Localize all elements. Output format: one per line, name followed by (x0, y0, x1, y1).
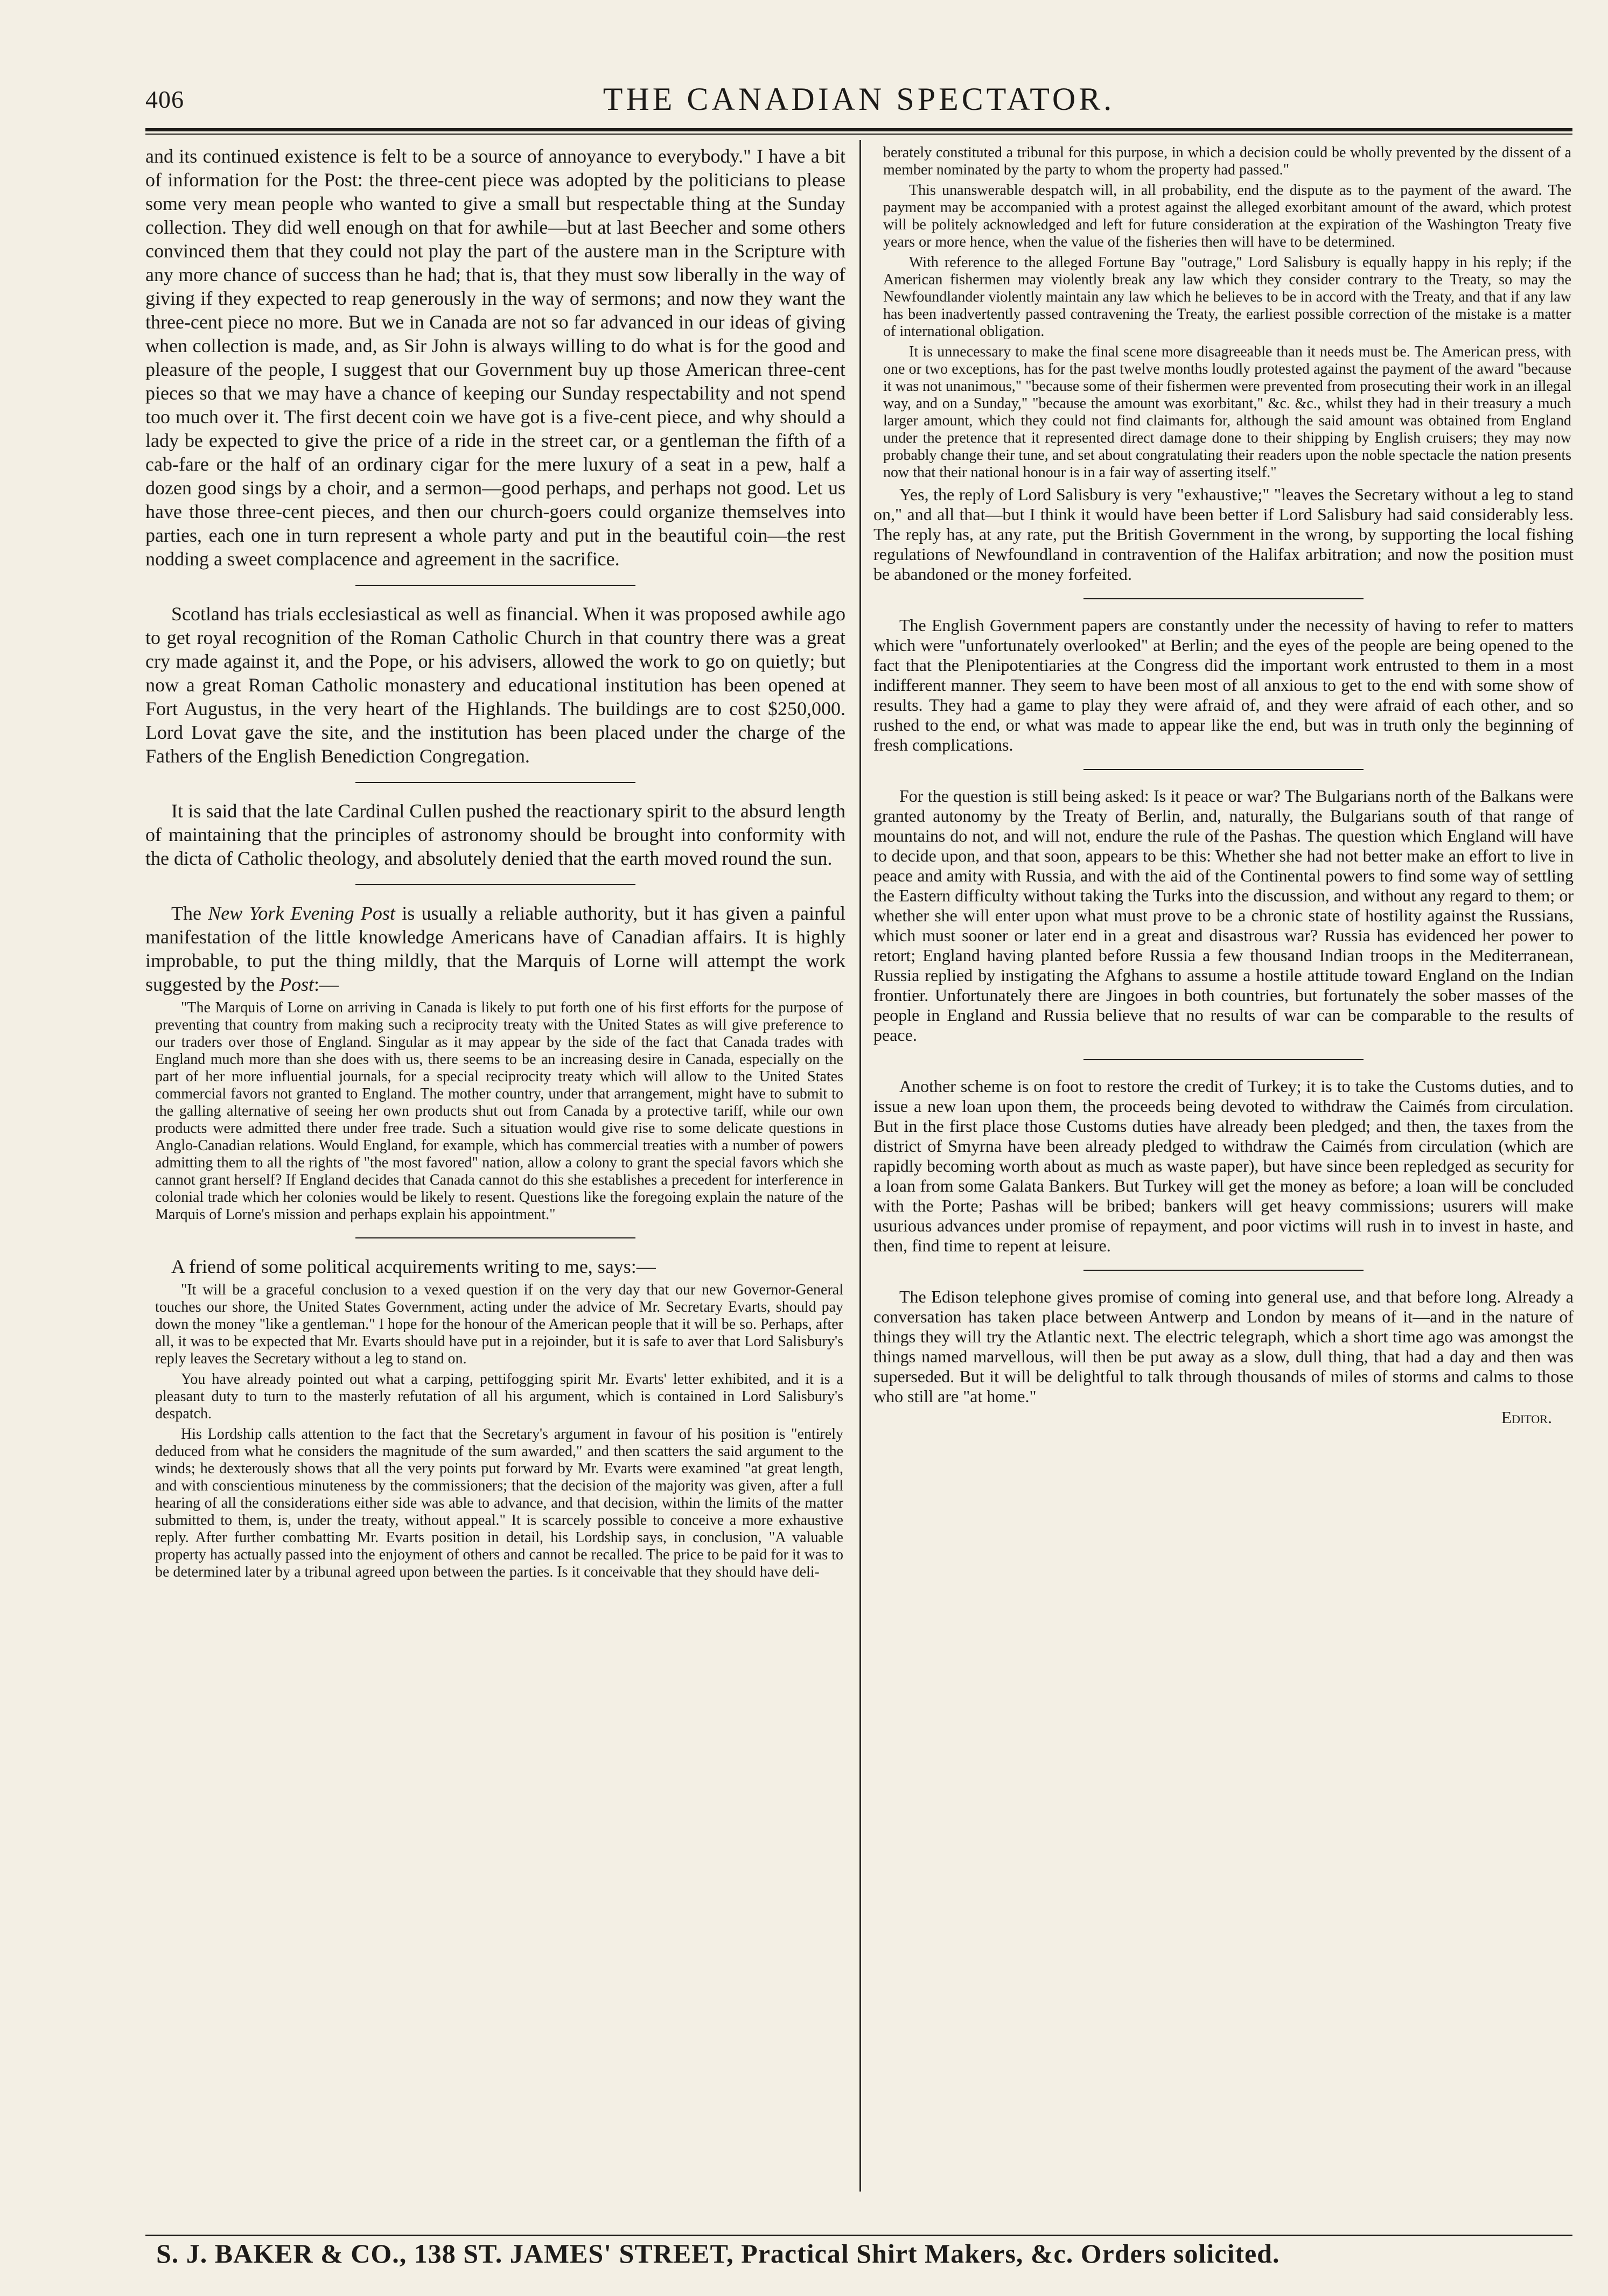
publication-title: THE CANADIAN SPECTATOR. (603, 81, 1115, 117)
article-separator (355, 782, 635, 783)
right-column (873, 144, 1574, 2185)
article-peace-or-war: For the question is still being asked: Is it peace or war? The Bulgarians north of the Balkans were granted autonomy by the Treaty of Berlin, and, naturally, the Bulgarians south of that range of mountains do not, and will not, endure the rule of the Pashas. The question which England will have to decide upon, and that soon, appears to be this: Whether she had not better make an effort to live in peace and amity with Russia, and with the aid of the Continental powers to find some way of settling the Eastern difficulty without taking the Turks into the discussion, and without any regard to them; or whether she will enter upon what must prove to be a chronic state of hostility against the Russians, which must sooner or later end in a great and disastrous war? Russia has evidenced her power to retort; England having planted before Russia a few thousand Indian troops in the Mediterranean, Russia replied by instigating the Afghans to assume a hostile attitude toward England on the Indian frontier. Unfortunately there are Jingoes in both countries, but fortunately the sober masses of the people in England and Russia believe that no results of war can be comparable to the results of peace. (873, 786, 1574, 1045)
article-cardinal-cullen: It is said that the late Cardinal Cullen pushed the reactionary spirit to the absurd length of maintaining that the principles of astronomy should be brought into conformity with the dicta of Catholic theology, and absolutely denied that the earth moved round the sun. (145, 800, 845, 869)
article-evening-post-text: The (171, 902, 208, 924)
quotation-paragraph: With reference to the alleged Fortune Bay "outrage," Lord Salisbury is equally happy in his reply; if the American fishermen may violently break any law which they consider contrary to the Treaty, so may the Newfoundlander violently maintain any law which he believes to be in accord with the Treaty, and that if any law has been inadvertently passed contravening the Treaty, the earliest possible correction of the mistake is a matter of international obligation. (883, 254, 1571, 340)
article-evening-post-text: is usually a reliable authority, but it has given a painful manifestation of the little knowledge Americans have of Canadian affairs. It is highly improbable, to put the thing mildly, that the Marquis of Lorne will attempt the work suggested by the (145, 902, 845, 995)
quotation-paragraph: It is unnecessary to make the final scene more disagreeable than it needs must be. The American press, with one or two exceptions, has for the past twelve months loudly protested against the payment of the award "because it was not unanimous," "because some of their fishermen were prevented from prosecuting their work in an illegal way, and on a Sunday," "because the amount was exorbitant," &c. &c., whilst they had in their treasury a much larger amount, which they could not find claimants for, although the said amount was obtained from England under the pretence that it represented direct damage done to their shipping by English cruisers; they may now probably change their tune, and set about congratulating their readers upon the noble spectacle the nation presents now that their national honour is in a fair way of asserting itself." (883, 344, 1571, 481)
footer-rule (145, 2235, 1572, 2236)
footer-advertisement (145, 2235, 1572, 2272)
quotation-paragraph: This unanswerable despatch will, in all probability, end the dispute as to the payment of the award. The payment may be accompanied with a protest against the alleged exorbitant amount of the award, which protest will be politely acknowledged and left for future consideration at the expiration of the Washington Treaty five years or more hence, when the value of the fisheries then will have to be determined. (883, 182, 1571, 250)
article-separator (1083, 1059, 1364, 1060)
quotation-paragraph: "It will be a graceful conclusion to a vexed question if on the very day that our new Governor-General touches our shore, the United States Government, acting under the advice of Mr. Secretary Evarts, should pay down the money "like a gentleman." I hope for the honour of the American people that it will be so. Perhaps, after all, it was to be expected that Mr. Evarts should have put in a rejoinder, but it is safe to aver that Lord Salisbury's reply leaves the Secretary without a leg to stand on. (155, 1282, 843, 1367)
article-turkey-credit: Another scheme is on foot to restore the credit of Turkey; it is to take the Customs duties, and to issue a new loan upon them, the proceeds being devoted to withdraw the Caimés from circulation. But in the first place those Customs duties have already been pledged; and then, the taxes from the district of Smyrna have been already pledged to withdraw the Caimés from circulation (which are rapidly becoming worth about as much as waste paper), but have since been repledged as security for a loan from some Galata Bankers. But Turkey will get the money as before; a loan will be concluded with the Porte; Pashas will be bribed; bankers will get heavy commissions; usurers will make usurious advances under promise of repayment, and poor victims will rush in to invest in haste, and then, find time to repent at leisure. (873, 1076, 1574, 1255)
article-separator (355, 585, 635, 586)
article-separator (355, 1237, 635, 1238)
article-edison-telephone: The Edison telephone gives promise of coming into general use, and that before long. Already a conversation has taken place between Antwerp and London by means of it—and in the nature of things they will try the Atlantic next. The electric telegraph, which a short time ago was amongst the things named marvellous, will then be put away as a slow, dull thing, that had a day and then was superseded. But it will be delightful to talk through thousands of miles of storms and calms to those who still are "at home." (873, 1287, 1574, 1406)
page-number: 406 (145, 86, 184, 113)
article-salisbury-reply: Yes, the reply of Lord Salisbury is very "exhaustive;" "leaves the Secretary without a leg to stand on," and all that—but I think it would have been better if Lord Salisbury had said considerably less. The reply has, at any rate, put the British Government in the wrong, by supporting the local fishing regulations of Newfoundland in contravention of the Halifax arbitration; and now the position must be abandoned or the money forfeited. (873, 485, 1574, 584)
header-rule-thick (145, 128, 1572, 131)
advertisement-text: S. J. BAKER & CO., 138 ST. JAMES' STREET, Practical Shirt Makers, &c. Orders solicited. (156, 2238, 1280, 2269)
article-friend-intro: A friend of some political acquirements writing to me, says:— (171, 1256, 656, 1277)
article-evening-post (145, 901, 845, 996)
newspaper-page (145, 81, 1572, 2288)
editor-signature: Editor. (1501, 1408, 1552, 1427)
newspaper-name: New York Evening Post (208, 902, 395, 924)
article-separator (1083, 598, 1364, 599)
article-scotland: Scotland has trials ecclesiastical as well as financial. When it was proposed awhile ago to get royal recognition of the Roman Catholic Church in that country there was a great cry made against it, and the Pope, or his advisers, allowed the work to go on quietly; but now a great Roman Catholic monastery and educational institution has been opened at Fort Augustus, in the very heart of the Highlands. The buildings are to cost $250,000. Lord Lovat gave the site, and the institution has been placed under the charge of the Fathers of the English Benediction Congregation. (145, 603, 845, 767)
quotation-paragraph: His Lordship calls attention to the fact that the Secretary's argument in favour of his position is "entirely deduced from what he considers the magnitude of the sum awarded," and then scatters the said argument to the winds; he dexterously shows that all the very points put forward by Mr. Evarts were examined "at great length, and with conscientious minuteness by the commissioners; that the decision of the majority was given, after a full hearing of all the considerations either side was able to advance, and that decision, within the limits of the matter submitted to them, is, under the treaty, without appeal." It is scarcely possible to conceive a more exhaustive reply. After further combatting Mr. Evarts position in detail, his Lordship says, in conclusion, "A valuable property has actually passed into the enjoyment of others and cannot be recalled. The price to be paid for it was to be determined later by a tribunal agreed upon between the parties. Is it conceivable that they should have deli- (155, 1426, 843, 1580)
quotation-marquis-of-lorne: "The Marquis of Lorne on arriving in Canada is likely to put forth one of his first efforts for the purpose of preventing that country from making such a reciprocity treaty with the United States as will give preference to our traders over those of England. Singular as it may appear by the side of the fact that Canada trades with England much more than she does with us, there seems to be an increasing desire in Canada, especially on the part of her more influential journals, for a special reciprocity treaty which will allow to the United States commercial favors not granted to England. The mother country, under that arrangement, might have to submit to the galling alternative of seeing her own products shut out from Canada by a protective tariff, while our own products were admitted there under free trade. Such a situation would give rise to some delicate questions in Anglo-Canadian relations. Would England, for example, which has commercial treaties with a number of powers admitting them to all the rights of "the most favored" nation, allow a colony to grant the special favors which she cannot grant herself? If England decides that Canada cannot do this she establishes a precedent for interference in colonial trade which her colonies would be likely to resent. Questions like the foregoing explain the nature of the Marquis of Lorne's mission and perhaps explain his appointment." (155, 999, 843, 1223)
article-berlin-congress: The English Government papers are constantly under the necessity of having to refer to matters which were "unfortunately overlooked" at Berlin; and the eyes of the people are being opened to the fact that the Plenipotentiaries at the Congress did the important work entrusted to them in a most indifferent manner. They seem to have been most of all anxious to get to the end with some show of results. They had a game to play they were afraid of, and they were afraid of each other, and so rushed to the end, or what was made to appear like the end, but was in truth only the beginning of fresh complications. (873, 615, 1574, 754)
article-separator (1083, 769, 1364, 770)
article-separator (1083, 1270, 1364, 1271)
newspaper-short-name: Post (279, 974, 314, 995)
quotation-paragraph: berately constituted a tribunal for this purpose, in which a decision could be wholly prevented by the dissent of a member nominated by the party to whom the property had passed." (883, 144, 1571, 178)
article-evening-post-text: :— (313, 974, 339, 995)
left-column (145, 144, 845, 2185)
header-rule-thin (145, 134, 1572, 135)
quotation-paragraph: You have already pointed out what a carping, pettifogging spirit Mr. Evarts' letter exhibited, and it is a pleasant duty to turn to the masterly refutation of all his argument, which is contained in Lord Salisbury's despatch. (155, 1371, 843, 1422)
article-separator (355, 884, 635, 885)
page-header (145, 81, 1572, 135)
column-divider (859, 140, 861, 2192)
article-three-cent-piece: and its continued existence is felt to be a source of annoyance to everybody." I have a bit of information for the Post: the three-cent piece was adopted by the politicians to please some very mean people who wanted to give a small but respectable thing at the Sunday collection. They did well enough on that for awhile—but at last Beecher and some others convinced them that they could not play the part of the austere man in the Scripture with any more chance of success than he had; that is, that they must sow liberally in the way of giving if they expected to reap generously in the way of sermons; and now they want the three-cent piece no more. But we in Canada are not so far advanced in our ideas of giving when collection is made, and, as Sir John is always willing to do what is for the good and pleasure of the people, I suggest that our Government buy up those American three-cent pieces so that we may have a chance of keeping our Sunday respectability and not spend too much over it. The first decent coin we have got is a five-cent piece, and why should a lady be expected to give the price of a ride in the street car, or a gentleman the fifth of a cab-fare or the half of an ordinary cigar for the mere luxury of a seat in a pew, half a dozen good sings by a choir, and a sermon—good perhaps, and perhaps not good. Let us have those three-cent pieces, and then our church-goers could organize themselves into parties, each one in turn represent a whole party and put in the beautiful coin—the rest nodding a sweet complacence and agreement in the sacrifice. (145, 145, 845, 570)
